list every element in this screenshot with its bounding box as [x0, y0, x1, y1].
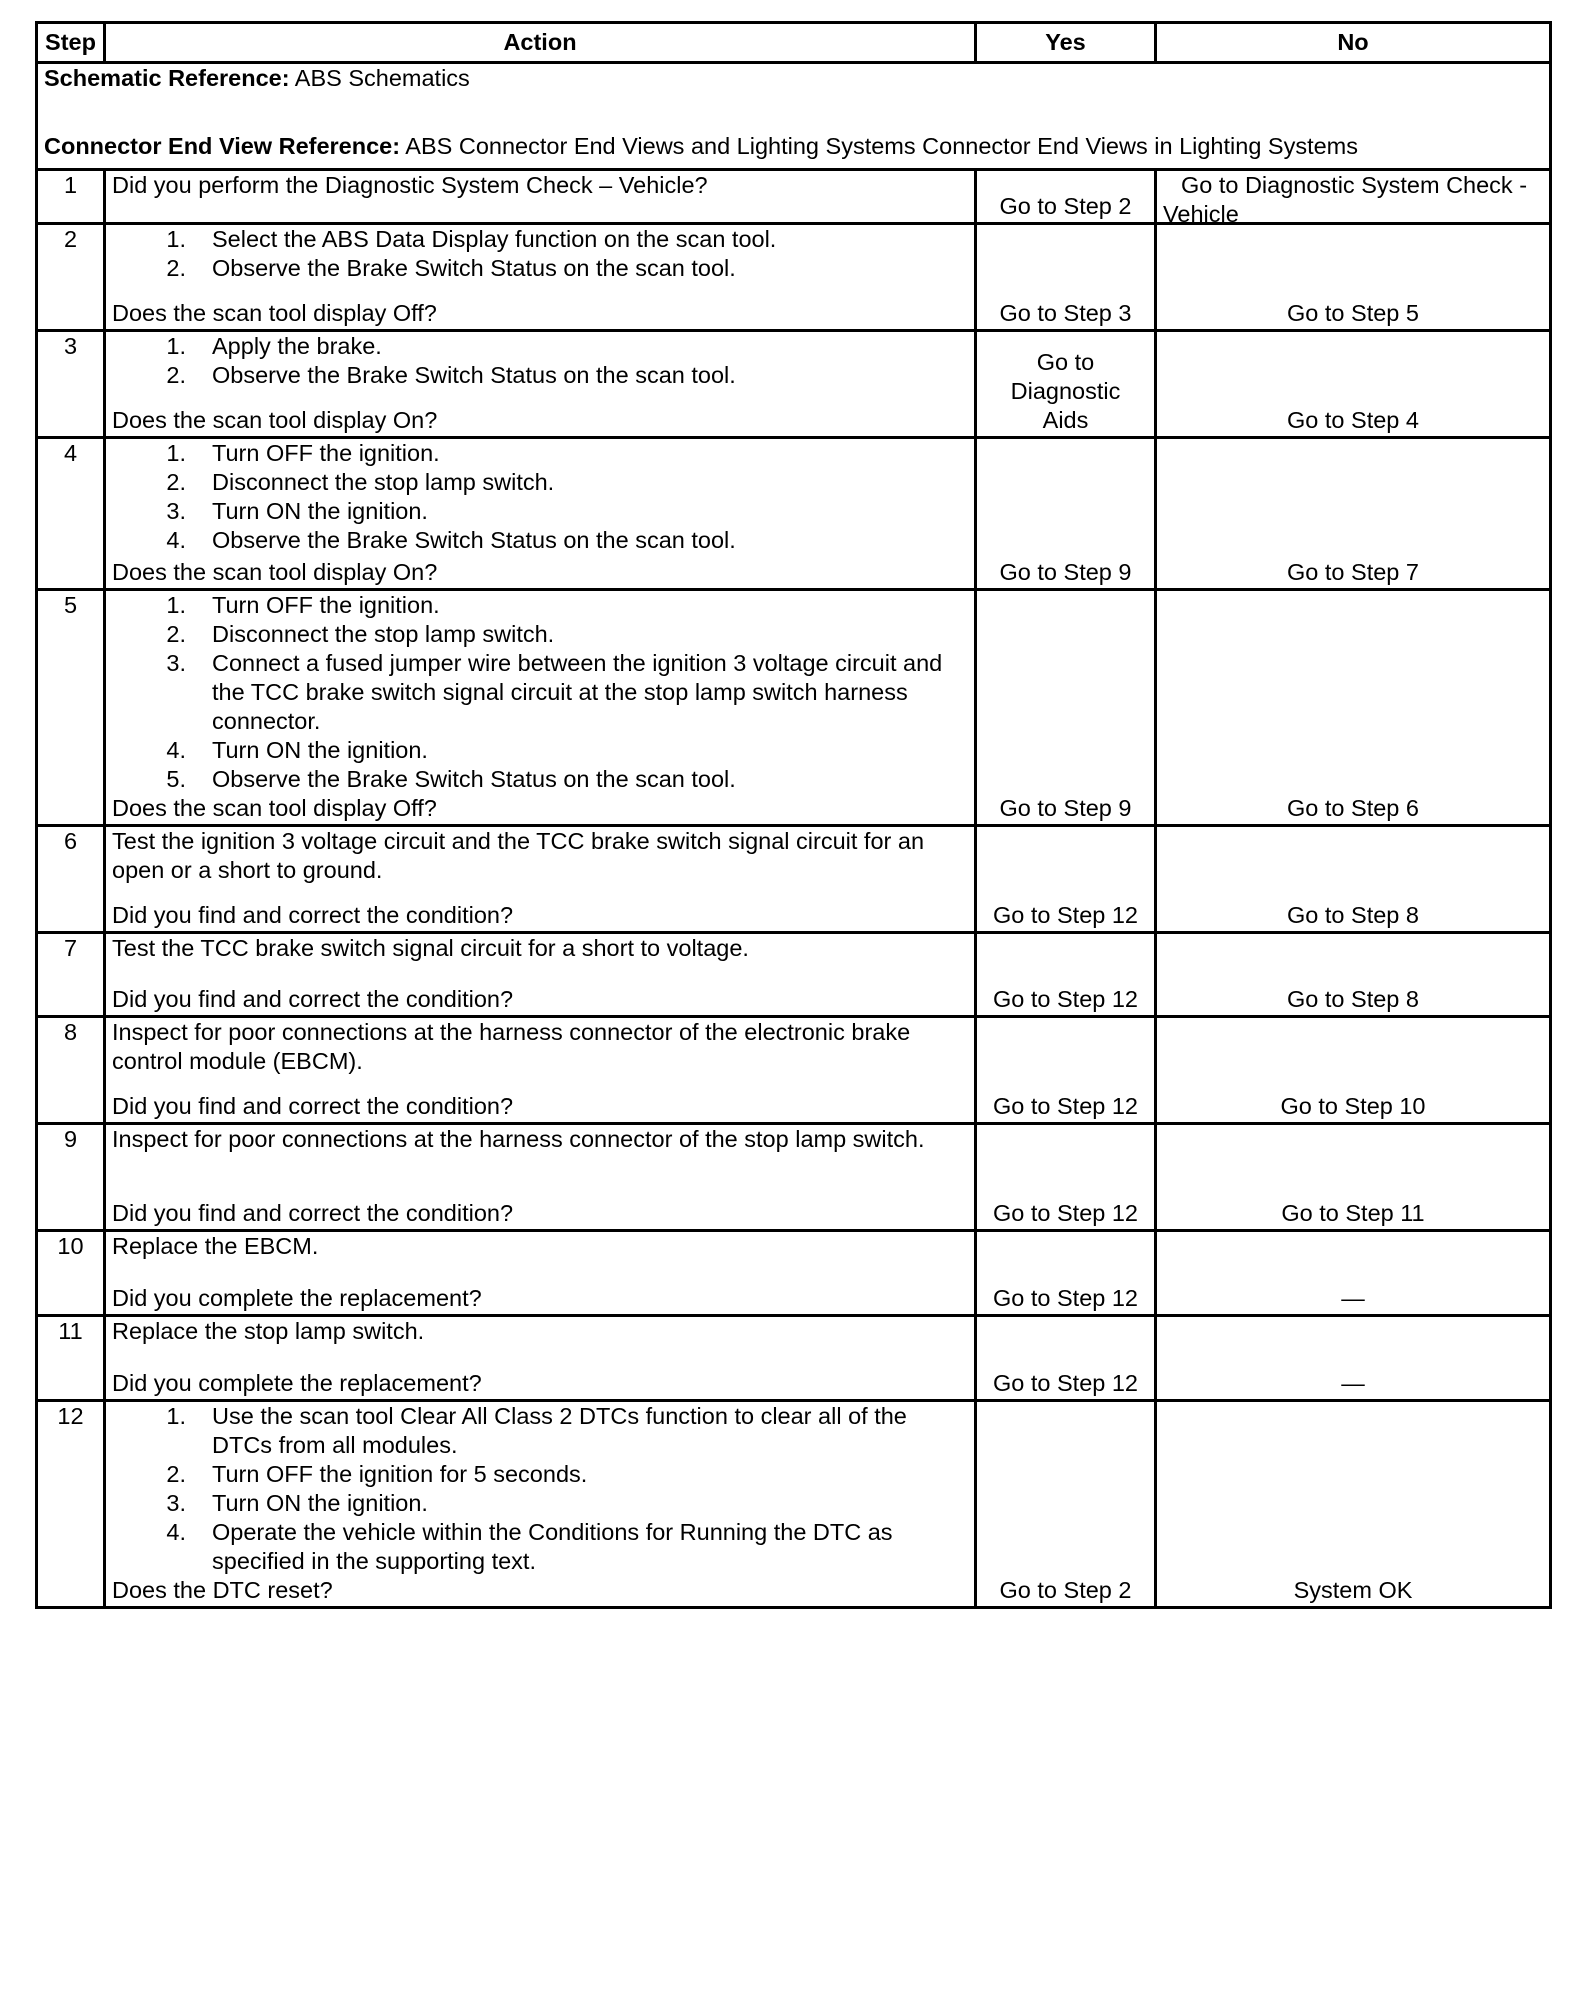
instruction-number: 4. [166, 527, 186, 553]
action-cell [105, 933, 976, 1017]
instruction-number: 1. [166, 440, 186, 466]
step-number: 6 [37, 826, 105, 933]
reference-row [37, 63, 1551, 170]
yes-result: Go to Step 2 [999, 1577, 1132, 1603]
action-cell [105, 331, 976, 438]
step-number: 8 [37, 1017, 105, 1124]
action-question: Did you find and correct the condition? [112, 1200, 514, 1226]
instruction-number: 3. [166, 650, 186, 676]
instruction-item [112, 254, 968, 283]
instruction-text: Turn OFF the ignition. [212, 440, 440, 466]
instruction-number: 4. [166, 737, 186, 763]
yes-cell [976, 1017, 1156, 1124]
step-row [37, 1124, 1551, 1231]
step-row [37, 170, 1551, 224]
action-instructions [112, 1232, 968, 1284]
action-text: Did you perform the Diagnostic System Check – Vehicle? [112, 172, 708, 198]
yes-result: Go to Step 2 [999, 193, 1132, 219]
action-instructions [112, 591, 968, 794]
step-row [37, 826, 1551, 933]
yes-result: Go to Step 9 [999, 559, 1132, 585]
step-number: 5 [37, 590, 105, 826]
instruction-list [112, 439, 968, 555]
no-result: Go to Step 11 [1281, 1200, 1425, 1226]
no-cell [1156, 1231, 1551, 1316]
instruction-number: 1. [166, 226, 186, 252]
instruction-item [112, 591, 968, 620]
action-text: Replace the EBCM. [112, 1233, 319, 1259]
no-result: Go to Step 4 [1287, 407, 1419, 433]
step-row [37, 331, 1551, 438]
instruction-text: Turn ON the ignition. [212, 737, 428, 763]
no-cell [1156, 331, 1551, 438]
instruction-text: Observe the Brake Switch Status on the scan tool. [212, 527, 736, 553]
action-instructions [112, 439, 968, 558]
action-cell [105, 1316, 976, 1401]
instruction-item [112, 765, 968, 794]
instruction-number: 5. [166, 766, 186, 792]
action-question: Did you find and correct the condition? [112, 902, 514, 928]
instruction-number: 4. [166, 1519, 186, 1545]
instruction-number: 1. [166, 333, 186, 359]
action-cell [105, 1017, 976, 1124]
no-cell [1156, 1017, 1551, 1124]
yes-cell [976, 590, 1156, 826]
connector-reference-label: Connector End View Reference: [44, 133, 401, 159]
step-number: 2 [37, 224, 105, 331]
instruction-number: 3. [166, 498, 186, 524]
yes-cell [976, 1231, 1156, 1316]
step-row [37, 438, 1551, 590]
step-number: 11 [37, 1316, 105, 1401]
step-number: 10 [37, 1231, 105, 1316]
action-question: Does the scan tool display On? [112, 407, 438, 433]
no-result: Go to Step 6 [1287, 795, 1419, 821]
instruction-item [112, 1518, 968, 1576]
no-cell [1156, 590, 1551, 826]
header-action: Action [105, 23, 976, 63]
instruction-text: Turn OFF the ignition for 5 seconds. [212, 1461, 588, 1487]
step-number: 9 [37, 1124, 105, 1231]
instruction-number: 2. [166, 255, 186, 281]
action-instructions [112, 225, 968, 299]
instruction-number: 2. [166, 1461, 186, 1487]
action-instructions [112, 934, 968, 985]
instruction-number: 1. [166, 592, 186, 618]
step-number: 7 [37, 933, 105, 1017]
instruction-text: Observe the Brake Switch Status on the scan tool. [212, 362, 736, 388]
instruction-text: Apply the brake. [212, 333, 382, 359]
instruction-item [112, 1460, 968, 1489]
action-cell [105, 590, 976, 826]
yes-result: Go to Step 12 [992, 1200, 1139, 1226]
instruction-text: Turn ON the ignition. [212, 1490, 428, 1516]
action-cell [105, 224, 976, 331]
instruction-text: Use the scan tool Clear All Class 2 DTCs function to clear all of the DTCs from all modules. [212, 1403, 907, 1458]
action-question: Does the DTC reset? [112, 1577, 333, 1603]
yes-result: Go to Step 12 [992, 1093, 1139, 1119]
action-text: Replace the stop lamp switch. [112, 1318, 425, 1344]
action-instructions [112, 1125, 968, 1199]
step-number: 3 [37, 331, 105, 438]
yes-cell [976, 1316, 1156, 1401]
instruction-text: Disconnect the stop lamp switch. [212, 621, 555, 647]
yes-cell [976, 224, 1156, 331]
no-result: Go to Step 10 [1280, 1093, 1426, 1119]
yes-cell [976, 331, 1156, 438]
yes-cell [976, 170, 1156, 224]
instruction-list [112, 225, 968, 283]
no-result: Go to Step 8 [1287, 986, 1419, 1012]
reference-cell [37, 63, 1551, 170]
no-result-line: Go to Diagnostic System Check - [1180, 172, 1528, 198]
instruction-number: 2. [166, 362, 186, 388]
action-text: Inspect for poor connections at the harness connector of the stop lamp switch. [112, 1126, 925, 1152]
yes-result: Go to Step 12 [992, 1285, 1139, 1311]
instruction-item [112, 225, 968, 254]
action-question: Did you find and correct the condition? [112, 1093, 514, 1119]
action-question: Did you complete the replacement? [112, 1370, 482, 1396]
instruction-item [112, 439, 968, 468]
instruction-number: 3. [166, 1490, 186, 1516]
yes-result: Go to Step 12 [992, 1370, 1139, 1396]
no-result: — [1341, 1285, 1365, 1311]
action-cell [105, 1124, 976, 1231]
action-cell [105, 1231, 976, 1316]
action-question: Did you complete the replacement? [112, 1285, 482, 1311]
action-instructions [112, 827, 968, 901]
step-row [37, 1017, 1551, 1124]
no-cell [1156, 1124, 1551, 1231]
yes-result: Go to Step 12 [992, 902, 1139, 928]
action-question: Does the scan tool display On? [112, 559, 438, 585]
no-cell [1156, 170, 1551, 227]
step-row [37, 933, 1551, 1017]
instruction-item [112, 649, 968, 736]
no-result-line: Vehicle [1163, 201, 1239, 227]
instruction-item [112, 736, 968, 765]
action-text: Test the ignition 3 voltage circuit and the TCC brake switch signal circuit for an open or a short to ground. [112, 828, 925, 883]
instruction-item [112, 361, 968, 390]
step-number: 1 [37, 170, 105, 224]
instruction-text: Connect a fused jumper wire between the ignition 3 voltage circuit and the TCC brake switch signal circuit at the stop lamp switch harness connector. [212, 650, 943, 734]
no-result: — [1341, 1370, 1365, 1396]
no-cell [1156, 438, 1551, 590]
yes-result: Go to Step 12 [992, 986, 1139, 1012]
instruction-text: Turn ON the ignition. [212, 498, 428, 524]
step-number: 12 [37, 1401, 105, 1608]
instruction-item [112, 1489, 968, 1518]
instruction-number: 2. [166, 621, 186, 647]
yes-result [977, 348, 1154, 435]
no-result [1163, 171, 1545, 229]
instruction-item [112, 332, 968, 361]
yes-result-line: Go to [1036, 349, 1095, 375]
yes-cell [976, 1401, 1156, 1608]
yes-result-line: Aids [1042, 407, 1089, 433]
action-instructions [112, 1317, 968, 1369]
instruction-list [112, 332, 968, 390]
action-instructions [112, 1018, 968, 1092]
action-question: Does the scan tool display Off? [112, 300, 437, 326]
step-row [37, 1316, 1551, 1401]
step-row [37, 224, 1551, 331]
header-yes: Yes [976, 23, 1156, 63]
instruction-number: 2. [166, 469, 186, 495]
instruction-text: Observe the Brake Switch Status on the scan tool. [212, 766, 736, 792]
no-result: Go to Step 7 [1287, 559, 1419, 585]
action-instructions [112, 332, 968, 406]
no-cell [1156, 1401, 1551, 1608]
yes-cell [976, 1124, 1156, 1231]
yes-result-line: Diagnostic [1010, 378, 1121, 404]
action-question: Did you find and correct the condition? [112, 986, 514, 1012]
instruction-list [112, 1402, 968, 1576]
step-row [37, 1401, 1551, 1608]
step-row [37, 1231, 1551, 1316]
connector-reference-text: ABS Connector End Views and Lighting Systems Connector End Views in Lighting Systems [400, 133, 1359, 159]
instruction-item [112, 497, 968, 526]
instruction-item [112, 620, 968, 649]
yes-result: Go to Step 3 [999, 300, 1132, 326]
no-cell [1156, 1316, 1551, 1401]
instruction-text: Turn OFF the ignition. [212, 592, 440, 618]
schematic-reference-text: ABS Schematics [289, 65, 470, 91]
action-text: Test the TCC brake switch signal circuit for a short to voltage. [112, 935, 749, 961]
action-cell [105, 826, 976, 933]
yes-cell [976, 438, 1156, 590]
action-question: Does the scan tool display Off? [112, 795, 437, 821]
header-row [37, 23, 1551, 63]
action-text: Inspect for poor connections at the harness connector of the electronic brake control module (EBCM). [112, 1019, 911, 1074]
schematic-reference-label: Schematic Reference: [44, 65, 290, 91]
action-cell [105, 438, 976, 590]
instruction-text: Observe the Brake Switch Status on the scan tool. [212, 255, 736, 281]
no-result: System OK [1293, 1577, 1413, 1603]
action-instructions [112, 171, 968, 222]
no-cell [1156, 826, 1551, 933]
step-number: 4 [37, 438, 105, 590]
no-cell [1156, 933, 1551, 1017]
yes-cell [976, 933, 1156, 1017]
instruction-item [112, 468, 968, 497]
action-cell [105, 1401, 976, 1608]
steps-body [37, 170, 1551, 1608]
yes-cell [976, 826, 1156, 933]
action-cell [105, 170, 976, 224]
instruction-text: Operate the vehicle within the Conditions for Running the DTC as specified in the supporting text. [212, 1519, 893, 1574]
yes-result: Go to Step 9 [999, 795, 1132, 821]
header-no: No [1156, 23, 1551, 63]
diagnostic-table [35, 21, 1552, 1609]
instruction-text: Disconnect the stop lamp switch. [212, 469, 555, 495]
no-cell [1156, 224, 1551, 331]
step-row [37, 590, 1551, 826]
instruction-text: Select the ABS Data Display function on the scan tool. [212, 226, 777, 252]
instruction-list [112, 591, 968, 794]
no-result: Go to Step 5 [1287, 300, 1419, 326]
no-result: Go to Step 8 [1287, 902, 1419, 928]
action-instructions [112, 1402, 968, 1576]
instruction-item [112, 526, 968, 555]
header-step: Step [37, 23, 105, 63]
instruction-item [112, 1402, 968, 1460]
instruction-number: 1. [166, 1403, 186, 1429]
